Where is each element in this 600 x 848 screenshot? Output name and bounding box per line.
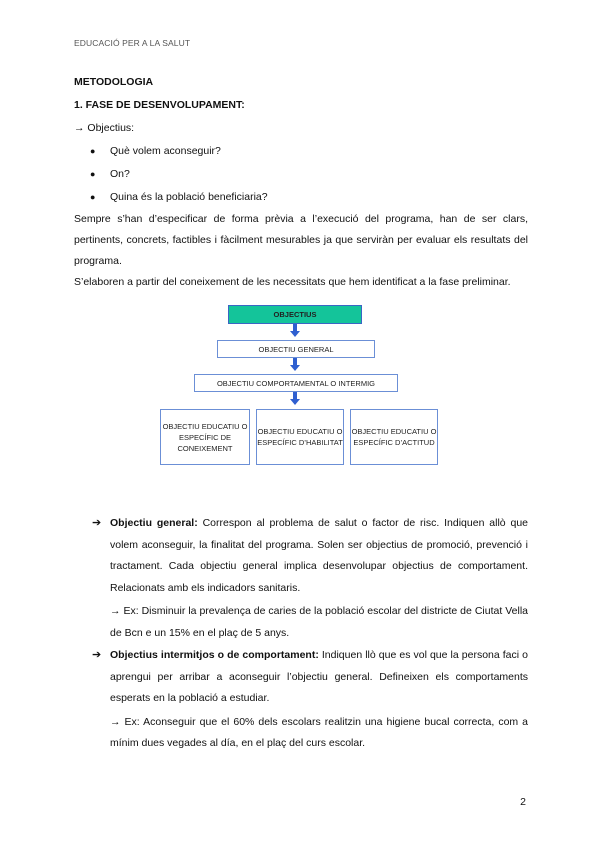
arrow-down-icon (291, 324, 299, 337)
list-item (92, 645, 528, 755)
item-example: → Ex: Aconseguir que el 60% dels escolars realitzin una higiene bucal correcta, com a mínim dues vegades al día, en el plaç del curs escolar. (110, 715, 528, 749)
item-title: Objectiu general: (110, 517, 198, 529)
diagram-box-coneixement: OBJECTIU EDUCATIU O ESPECÍFIC DE CONEIXEMENT (160, 409, 250, 465)
section-subheading: 1. FASE DE DESENVOLUPAMENT: (74, 99, 245, 111)
paragraph: S’elaboren a partir del coneixement de les necessitats que hem identificat a la fase preliminar. (74, 276, 511, 288)
page-content (74, 70, 528, 755)
item-title: Objectius intermitjos o de comportament: (110, 649, 319, 661)
item-text: Indiquen llò que es vol que la persona faci o aprengui per arribar a aconseguir l’objectiu general. Defineixen els comportaments esperats en la població a estudiar. (110, 649, 529, 704)
page-number: 2 (520, 796, 526, 808)
item-example: → Ex: Disminuir la prevalença de caries de la població escolar del districte de Ciutat Vella de Bcn e un 15% en el plaç de 5 anys. (110, 605, 528, 639)
page-header: EDUCACIÓ PER A LA SALUT (74, 38, 191, 48)
arrow-down-icon (291, 358, 299, 371)
arrow-right-icon: ➔ (92, 649, 102, 661)
item-text: Correspon al problema de salut o factor de risc. Indiquen allò que volem aconseguir, la finalitat del programa. Solen ser objectius de promoció, prevenció i tractament. Cada objectiu general implica desenvolupar objectius de comportament. Relacionats amb els indicadors sanitaris. (110, 517, 528, 594)
objectives-list (90, 141, 528, 207)
objectives-diagram (74, 305, 528, 495)
objectives-label: → Objectius: (74, 122, 135, 134)
objectives-types-list (92, 513, 528, 755)
list-item (92, 513, 528, 644)
diagram-box-intermediate: OBJECTIU COMPORTAMENTAL O INTERMIG (194, 374, 398, 392)
list-item: ● On? (90, 164, 528, 184)
arrow-right-icon: ➔ (92, 517, 102, 529)
diagram-box-actitud: OBJECTIU EDUCATIU O ESPECÍFIC D’ACTITUD (350, 409, 438, 465)
paragraph: Sempre s’han d’especificar de forma prèvia a l’execució del programa, han de ser clars, pertinents, concrets, factibles i fàcilment mesurables ja que serviràn per evaluar els resultats del programa. (74, 213, 528, 267)
arrow-down-icon (291, 392, 299, 405)
diagram-box-general: OBJECTIU GENERAL (217, 340, 375, 358)
list-item: ● Quina és la població beneficiaria? (90, 187, 528, 207)
diagram-box-habilitat: OBJECTIU EDUCATIU O ESPECÍFIC D’HABILITAT (256, 409, 344, 465)
section-heading: METODOLOGIA (74, 76, 154, 88)
diagram-box-objectius: OBJECTIUS (228, 305, 362, 324)
list-item: ● Què volem aconseguir? (90, 141, 528, 161)
